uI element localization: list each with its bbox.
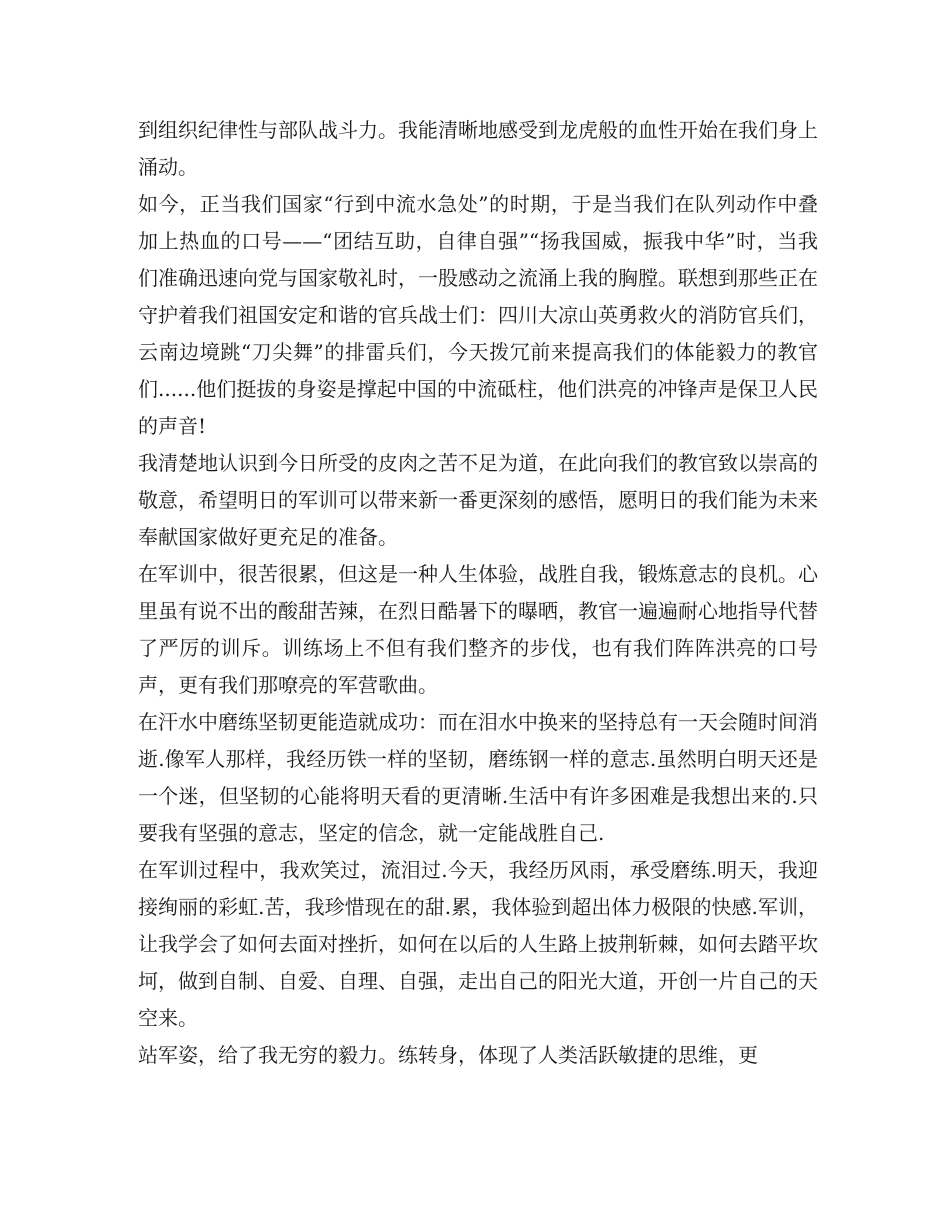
paragraph-4: 在军训中，很苦很累，但这是一种人生体验，战胜自我，锻炼意志的良机。心里虽有说不出的酸甜苦辣，在烈日酷暑下的曝晒，教官一遍遍耐心地指导代替了严厉的训斥。训练场上不但有我们整齐的步伐，也有我们阵阵洪亮的口号声，更有我们那嘹亮的军营歌曲。 [138,562,818,697]
paragraph-3: 我清楚地认识到今日所受的皮肉之苦不足为道，在此向我们的教官致以崇高的敬意，希望明日的军训可以带来新一番更深刻的感悟，愿明日的我们能为未来奉献国家做好更充足的准备。 [138,451,818,549]
paragraph-7: 站军姿，给了我无穷的毅力。练转身，体现了人类活跃敏捷的思维，更 [138,1043,758,1067]
paragraph-6: 在军训过程中，我欢笑过，流泪过.今天，我经历风雨，承受磨练.明天，我迎接绚丽的彩虹.苦，我珍惜现在的甜.累，我体验到超出体力极限的快感.军训，让我学会了如何去面对挫折，如何在以后的人生路上披荆斩棘，如何去踏平坎坷，做到自制、自爱、自理、自强，走出自己的阳光大道，开创一片自己的天空来。 [138,858,818,1030]
paragraph-2: 如今，正当我们国家“行到中流水急处”的时期，于是当我们在队列动作中叠加上热血的口号——“团结互助，自律自强”“扬我国威，振我中华”时，当我们准确迅速向党与国家敬礼时，一股感动之流涌上我的胸膛。联想到那些正在守护着我们祖国安定和谐的官兵战士们：四川大凉山英勇救火的消防官兵们，云南边境跳“刀尖舞”的排雷兵们，今天拨冗前来提高我们的体能毅力的教官们......他们挺拔的身姿是撑起中国的中流砥柱，他们洪亮的冲锋声是保卫人民的声音! [138,192,818,438]
document-body [138,112,818,1074]
paragraph-1: 到组织纪律性与部队战斗力。我能清晰地感受到龙虎般的血性开始在我们身上涌动。 [138,118,818,179]
paragraph-5: 在汗水中磨练坚韧更能造就成功：而在泪水中换来的坚持总有一天会随时间消逝.像军人那样，我经历铁一样的坚韧，磨练钢一样的意志.虽然明白明天还是一个迷，但坚韧的心能将明天看的更清晰.生活中有许多困难是我想出来的.只要我有坚强的意志，坚定的信念，就一定能战胜自己. [138,710,818,845]
